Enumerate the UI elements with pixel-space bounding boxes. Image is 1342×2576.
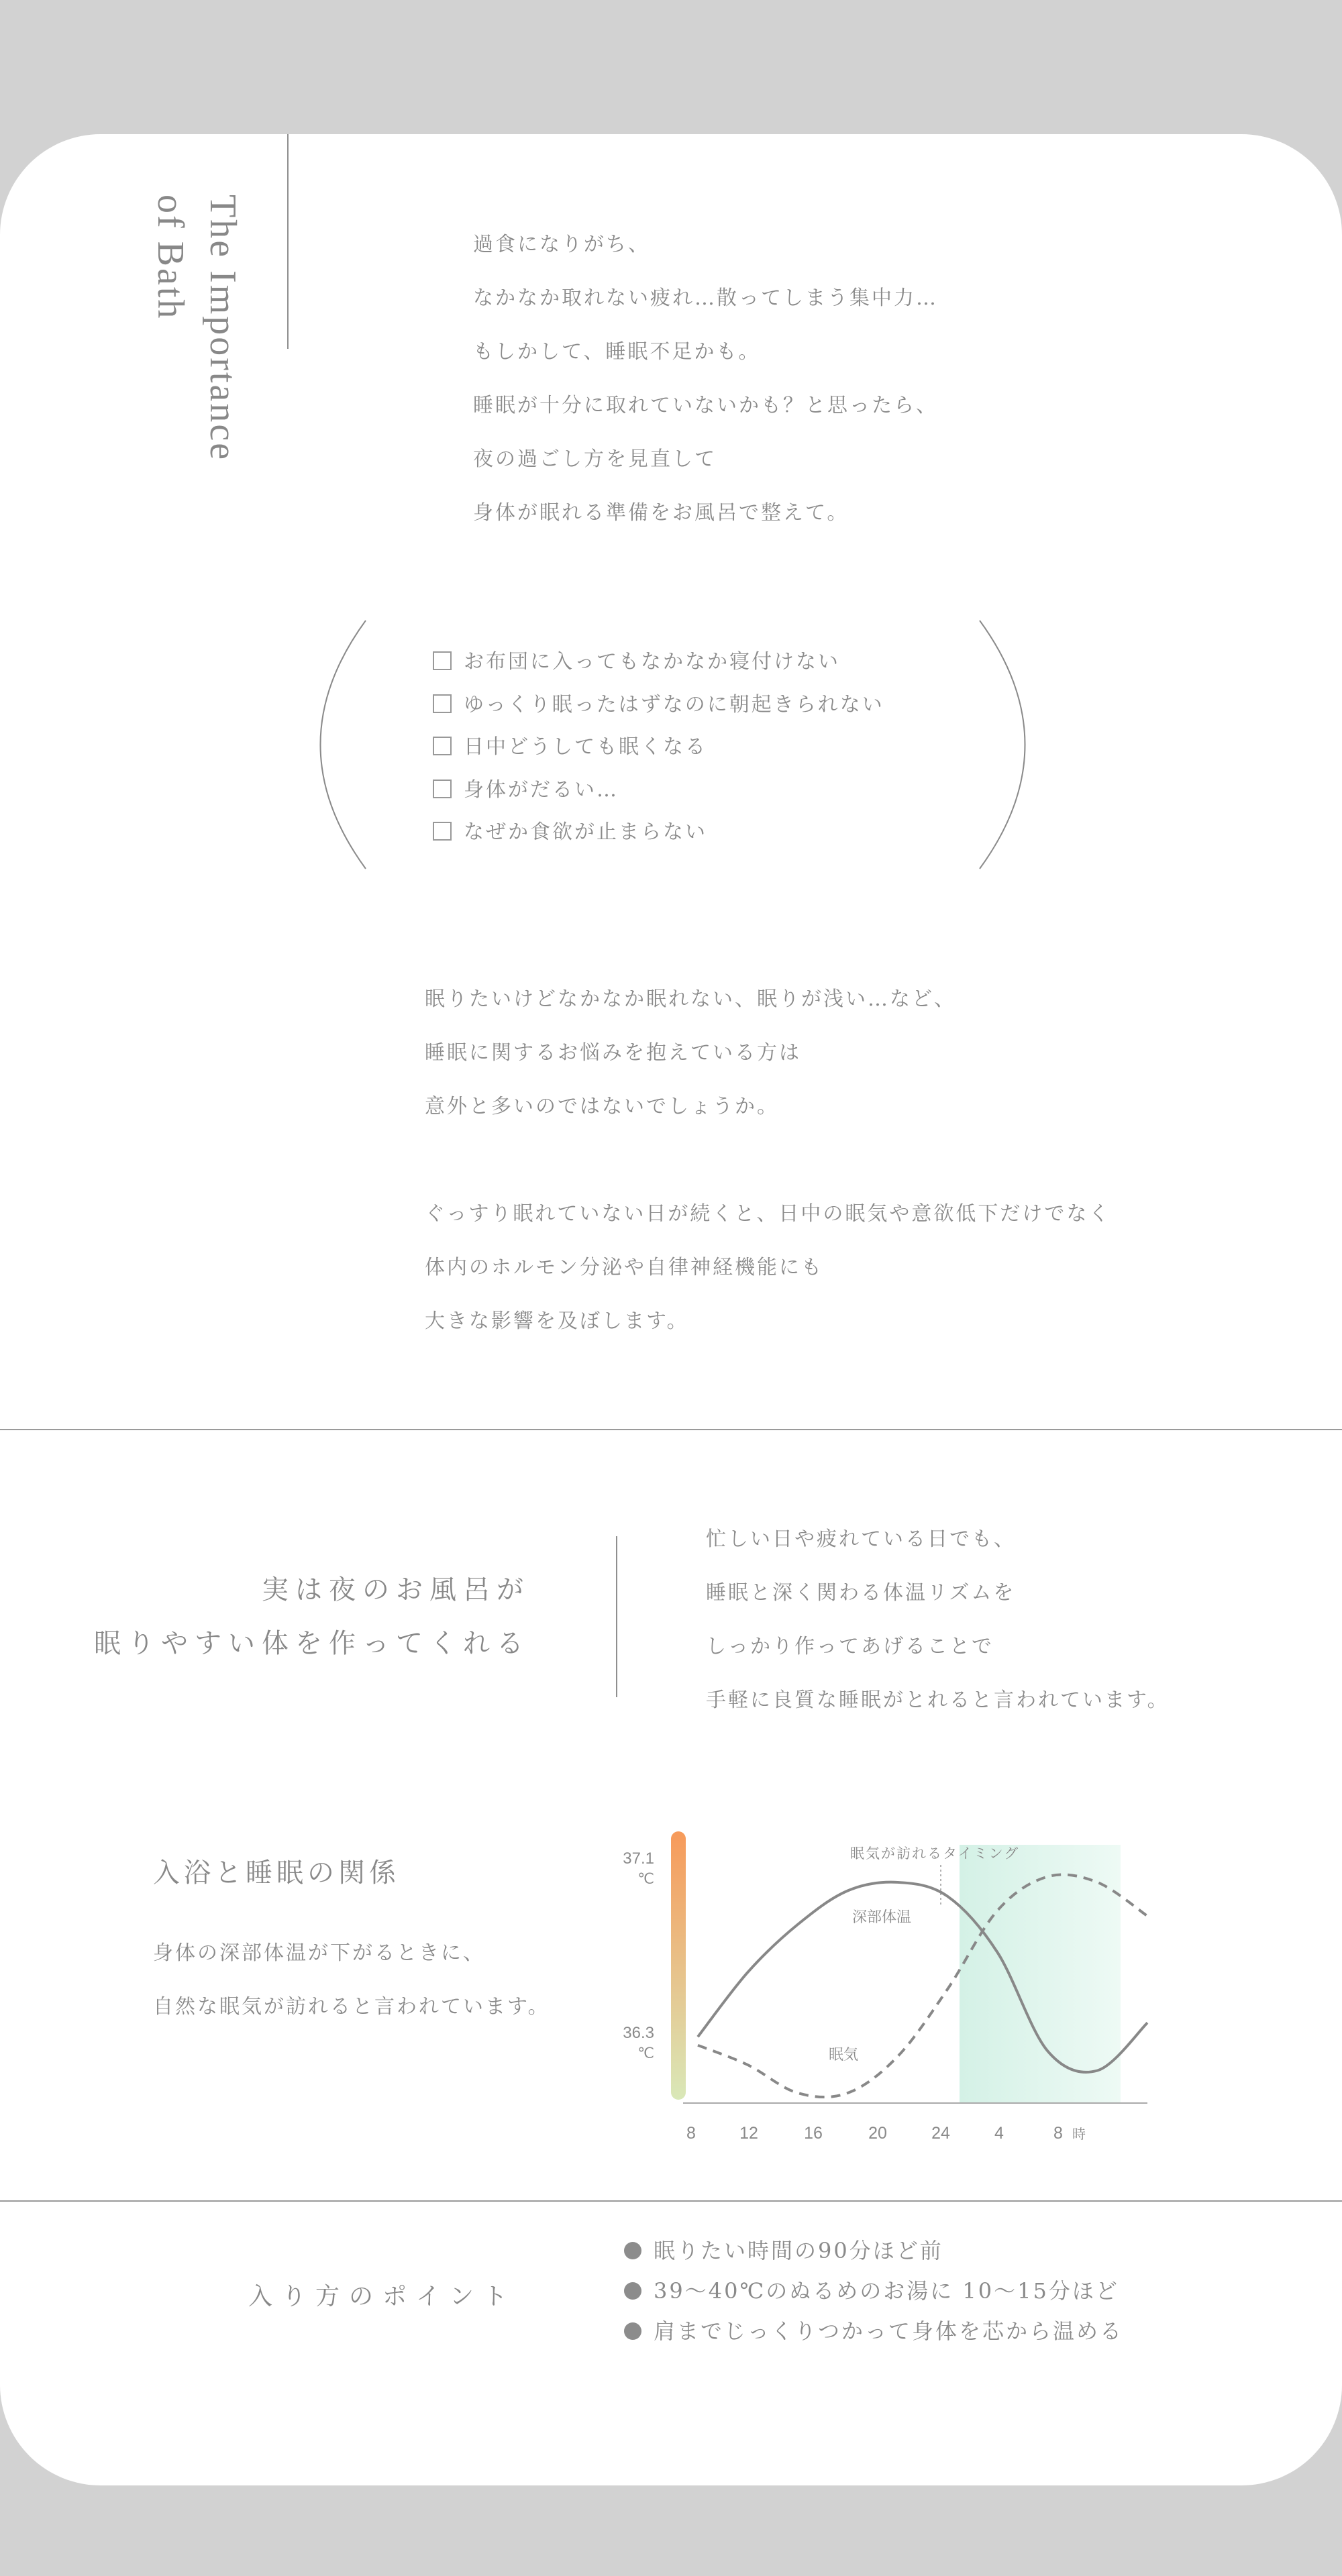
x-unit-label: 時	[1072, 2126, 1086, 2142]
bathing-points-list	[624, 2231, 1123, 2351]
y-label-top-unit: ℃	[637, 1870, 654, 1887]
temperature-gradient-bar	[671, 1831, 686, 2100]
checkbox-icon	[433, 694, 452, 713]
checklist-item: 身体がだるい…	[433, 769, 884, 812]
relation-line: 自然な眠気が訪れると言われています。	[153, 1995, 550, 2019]
intro-line: 身体が眠れる準備をお風呂で整えて。	[473, 501, 849, 525]
title-divider	[287, 134, 289, 349]
sleepy-timing-highlight	[960, 1845, 1121, 2103]
para-line: 眠りたいけどなかなか眠れない、眠りが浅い…など、	[425, 987, 956, 1011]
y-label-bottom-value: 36.3	[623, 2024, 654, 2042]
x-tick-label: 12	[739, 2124, 758, 2143]
intro-line: 睡眠が十分に取れていないかも？と思ったら、	[473, 394, 938, 417]
para-line: 睡眠に関するお悩みを抱えている方は	[425, 1041, 801, 1065]
para-line: 体内のホルモン分泌や自律神経機能にも	[425, 1256, 823, 1279]
x-tick-label: 4	[994, 2124, 1004, 2143]
catch-line: 眠りやすい体を作ってくれる	[94, 1628, 530, 1659]
bath-sleep-relation	[153, 1851, 550, 2034]
bullet-icon	[624, 2282, 641, 2300]
section-divider	[0, 1429, 1342, 1430]
checklist-item: なぜか食欲が止まらない	[433, 811, 884, 854]
section-divider	[0, 2200, 1342, 2202]
checklist-item: お布団に入ってもなかなか寝付けない	[433, 641, 884, 684]
rhythm-line: しっかり作ってあげることで	[706, 1635, 994, 1658]
section-title-vertical	[144, 195, 249, 462]
y-label-bottom-unit: ℃	[637, 2045, 654, 2061]
x-tick-label: 20	[868, 2124, 887, 2143]
bullet-icon	[624, 2242, 641, 2259]
series-label-core-temperature: 深部体温	[852, 1909, 912, 1926]
relation-line: 身体の深部体温が下がるときに、	[153, 1941, 485, 1965]
point-item: 肩までじっくりつかって身体を芯から温める	[624, 2311, 1123, 2351]
point-item: 39〜40℃のぬるめのお湯に 10〜15分ほど	[624, 2271, 1123, 2311]
catch-line: 実は夜のお風呂が	[262, 1574, 530, 1605]
intro-line: 夜の過ごし方を見直して	[473, 447, 717, 471]
intro-line: なかなか取れない疲れ…散ってしまう集中力…	[473, 286, 938, 310]
intro-line: 過食になりがち、	[473, 233, 650, 256]
checkbox-icon	[433, 822, 452, 841]
title-line-1: The Importance	[202, 195, 244, 462]
para-line: 意外と多いのではないでしょうか。	[425, 1095, 779, 1118]
checkbox-icon	[433, 651, 452, 670]
catch-divider	[616, 1536, 617, 1697]
point-item: 眠りたい時間の90分ほど前	[624, 2231, 1123, 2271]
symptom-checklist	[433, 641, 884, 854]
series-label-sleepiness: 眠気	[829, 2047, 859, 2063]
relation-heading: 入浴と睡眠の関係	[153, 1858, 400, 1888]
checkbox-icon	[433, 780, 452, 798]
y-label-top-value: 37.1	[623, 1849, 654, 1868]
intro-line: もしかして、睡眠不足かも。	[473, 340, 761, 364]
catch-copy	[94, 1563, 530, 1670]
rhythm-line: 忙しい日や疲れている日でも、	[706, 1527, 1016, 1551]
checkbox-icon	[433, 737, 452, 755]
sleep-concern-text	[425, 973, 1111, 1348]
temperature-sleepiness-chart	[590, 1825, 1161, 2147]
x-tick-label: 16	[804, 2124, 823, 2143]
intro-text	[473, 218, 938, 540]
bullet-icon	[624, 2322, 641, 2340]
bath-rhythm-text	[706, 1513, 1170, 1727]
checklist-item: 日中どうしても眠くなる	[433, 726, 884, 769]
bathing-points-title: 入り方のポイント	[248, 2283, 517, 2310]
rhythm-line: 睡眠と深く関わる体温リズムを	[706, 1581, 1016, 1605]
title-line-2: of Bath	[150, 195, 191, 321]
para-line: 大きな影響を及ぼします。	[425, 1309, 689, 1333]
rhythm-line: 手軽に良質な睡眠がとれると言われています。	[706, 1688, 1170, 1712]
x-tick-label: 24	[931, 2124, 950, 2143]
para-line: ぐっすり眠れていない日が続くと、日中の眠気や意欲低下だけでなく	[425, 1202, 1111, 1226]
x-tick-label: 8	[1053, 2124, 1063, 2143]
content-card	[0, 134, 1342, 2485]
annotation-label: 眠気が訪れるタイミング	[850, 1845, 1020, 1862]
x-tick-label: 8	[686, 2124, 696, 2143]
checklist-item: ゆっくり眠ったはずなのに朝起きられない	[433, 684, 884, 727]
